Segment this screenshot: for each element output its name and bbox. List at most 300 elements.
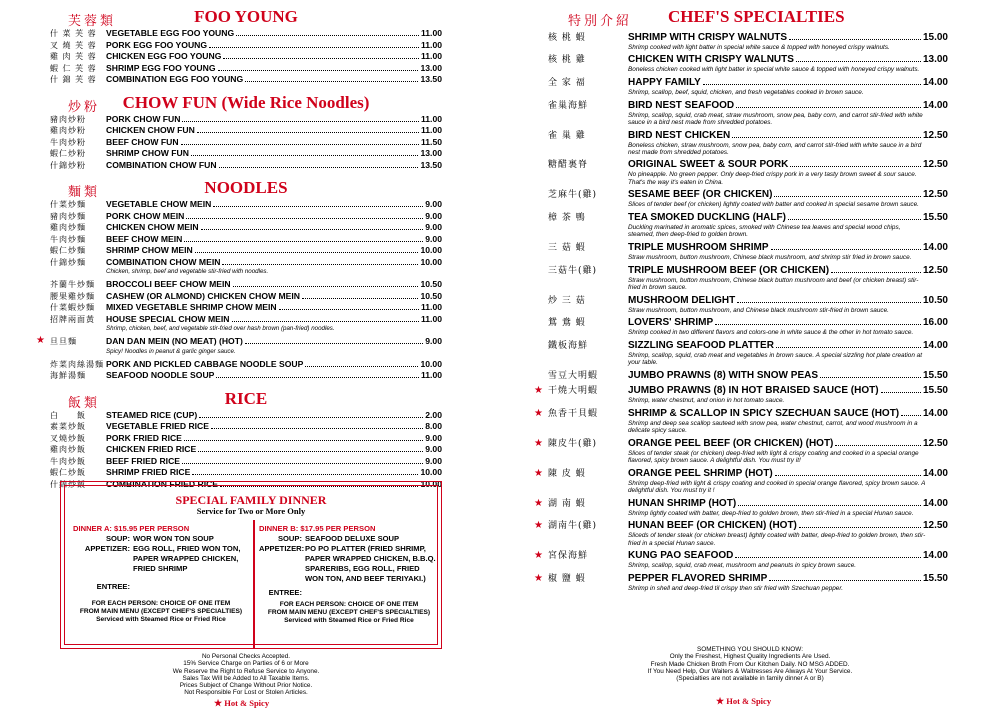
left-menu-column [36,0,442,490]
menu-item [534,573,948,585]
menu-item [548,340,948,352]
left-policy-notes [50,653,442,697]
menu-item-name: PEPPER FLAVORED SHRIMP [628,573,768,585]
menu-item [548,265,948,277]
dot-leader [737,302,921,303]
section-header [50,6,442,28]
menu-item [50,199,442,211]
menu-item [50,433,442,445]
menu-item-price: 9.00 [425,432,442,443]
menu-item-name: CHICKEN WITH CRISPY WALNUTS [628,54,794,66]
menu-item-name: TEA SMOKED DUCKLING (HALF) [628,212,786,224]
dot-leader [796,61,921,62]
rice-section [50,388,442,491]
menu-item-name: BROCCOLI BEEF CHOW MEIN [106,279,231,289]
menu-item-chinese-name: 蝦仁炒粉 [50,149,86,158]
hot-star-icon: ★ [534,467,543,479]
menu-item-chinese-name: 雞肉炒飯 [50,445,86,454]
menu-item [548,242,948,254]
menu-item-name: ORANGE PEEL SHRIMP (HOT) [628,467,773,479]
menu-item-chinese-name: 湖 南 蝦 [548,498,586,509]
dot-leader [715,324,921,325]
menu-item-chinese-name: 豬肉炒粉 [50,114,86,124]
menu-item-price: 12.50 [922,437,948,449]
section-title-chinese: 麵類 [68,185,101,200]
menu-item-name: KUNG PAO SEAFOOD [628,550,734,562]
menu-item-chinese-name: 叉燒炒飯 [50,433,86,443]
menu-item-list [50,410,442,491]
menu-item-price: 15.50 [922,212,948,224]
menu-item-price: 11.00 [420,302,442,312]
menu-item-name: VEGETABLE EGG FOO YOUNG [106,28,235,38]
menu-item-price: 9.00 [425,222,442,232]
menu-item-chinese-name: 豬肉炒麵 [50,211,86,221]
menu-item-description: Shrimp, scallop, beef, squid, chicken, and fresh vegetables cooked in brown sauce. [628,88,864,96]
menu-item-name: CHICKEN FRIED RICE [106,444,197,454]
menu-item-chinese-name: 芝麻牛(雞) [548,190,598,201]
menu-item-price: 15.00 [922,31,948,43]
note-line: Sales Tax Will be Added to All Taxable Items. [182,674,310,682]
dot-leader [182,121,418,122]
note-line: If You Need Help, Our Waiters & Waitresses Are Always At Your Service. [647,667,853,675]
menu-item-price: 11.00 [420,125,442,135]
dot-leader [191,155,419,156]
menu-item-chinese-name: 旦旦麵 [50,337,77,346]
note-line: (Specialties are not available in family dinner A or B) [676,675,824,683]
appetizer-label: APPETIZER: [84,544,130,553]
hot-star-icon: ★ [534,520,543,532]
menu-item-name: COMBINATION CHOW FUN [106,159,217,170]
entree-note-line: FOR EACH PERSON: CHOICE OF ONE ITEM [279,601,419,608]
dot-leader [703,84,921,85]
menu-item-chinese-name: 核 桃 蝦 [548,32,586,43]
menu-item-price: 2.00 [425,409,442,420]
menu-item-price: 9.00 [425,336,442,346]
section-title-chinese: 芙蓉類 [68,14,117,29]
section-title: CHEF'S SPECIALTIES [668,7,845,26]
menu-item [50,148,442,160]
menu-item-price: 14.00 [922,497,948,509]
menu-item-chinese-name: 雀 巢 雞 [548,130,586,141]
menu-item [50,444,442,456]
dot-leader [232,321,419,322]
entree-note-line: Serviced with Steamed Rice or Fried Rice [284,617,414,624]
dot-leader [769,580,921,581]
menu-item-name: SHRIMP FRIED RICE [106,467,191,477]
menu-item-chinese-name: 雞 肉 芙 蓉 [50,52,97,61]
menu-item [50,467,442,479]
menu-item [50,359,442,371]
soup-value: SEAFOOD DELUXE SOUP [305,534,400,543]
menu-item [548,32,948,44]
menu-item-name: HAPPY FAMILY [628,76,701,88]
menu-item-price: 14.00 [922,99,948,111]
dot-leader [182,463,423,464]
menu-item [548,130,948,142]
menu-item-price: 10.00 [420,478,442,489]
dot-leader [181,144,419,145]
menu-item-chinese-name: 魚香干貝蝦 [548,409,599,420]
right-menu-column [534,0,948,593]
dinner-b-appetizer-row [259,544,439,584]
menu-item-price: 10.50 [922,294,948,306]
dot-leader [738,505,921,506]
menu-item [548,77,948,89]
note-line: We Reserve the Right to Refuse Service to Anyone. [172,667,320,675]
menu-item-list [50,28,442,86]
menu-item-price: 11.00 [420,113,442,124]
menu-item-name: SHRIMP EGG FOO YOUNG [106,62,216,73]
menu-item-chinese-name: 炸菜肉絲湯麵 [50,359,104,369]
dot-leader [789,39,921,40]
menu-item [50,222,442,234]
menu-item-name: BEEF CHOW MEIN [106,233,183,244]
menu-item [534,520,948,532]
menu-item [50,245,442,257]
menu-item-name: MUSHROOM DELIGHT [628,294,736,306]
menu-item-name: PORK FRIED RICE [106,432,182,443]
menu-item-name: SEAFOOD NOODLE SOUP [106,370,215,380]
menu-item [534,385,948,397]
menu-item-name: PORK CHOW MEIN [106,210,185,221]
menu-item [534,550,948,562]
right-info-notes [550,646,950,682]
menu-item-name: JUMBO PRAWNS (8) WITH SNOW PEAS [628,369,819,381]
menu-item-description: Shrimp lightly coated with batter, deep-fried to golden brown, then stir-fried in a special Hunan sauce. [628,509,914,517]
menu-item-price: 10.00 [420,245,442,255]
menu-item-name: HOUSE SPECIAL CHOW MEIN [106,313,230,324]
soup-value: WOR WON TON SOUP [133,534,214,543]
menu-item-chinese-name: 雞肉炒麵 [50,223,86,232]
menu-item [50,125,442,137]
dot-leader [197,132,419,133]
family-dinner-subtitle: Service for Two or More Only [196,506,306,516]
menu-item-list [36,199,442,382]
menu-item [50,51,442,63]
menu-item-price: 12.50 [922,520,948,532]
dot-leader [790,166,921,167]
dot-leader [820,377,921,378]
dot-leader [735,557,921,558]
menu-item-price: 10.00 [420,256,442,267]
menu-item-chinese-name: 陳 皮 蝦 [548,468,586,479]
menu-item-description: Boneless chicken, straw mushroom, snow pea, baby corn, and carrot stir-fried with white sauce in a bird nest made from shredded potatoes. [628,141,922,156]
dot-leader [213,206,423,207]
menu-item-name: TRIPLE MUSHROOM SHRIMP [628,241,769,253]
menu-item-name: SHRIMP CHOW FUN [106,148,189,158]
menu-item-name: SESAME BEEF (OR CHICKEN) [628,189,773,201]
dot-leader [201,229,424,230]
dot-leader [236,35,419,36]
menu-item-description: Shrimp cooked in two different flavors and colors-one in white sauce & the other in hot tomato sauce. [628,329,914,337]
menu-item-price: 9.00 [425,233,442,244]
menu-item [50,40,442,52]
dot-leader [774,196,921,197]
appetizer-label: APPETIZER: [259,544,305,553]
menu-item-chinese-name: 干燒大明蝦 [548,386,599,397]
menu-item-price: 13.00 [922,54,948,66]
menu-item-description: Straw mushroom, button mushroom, Chinese black mushroom, and shrimp stir fried in brown sauce. [628,253,912,261]
dot-leader [736,107,921,108]
menu-item [50,160,442,172]
menu-item-chinese-name: 湖南牛(雞) [548,521,598,532]
note-line: 15% Service Charge on Parties of 6 or More [183,660,309,668]
entree-note-line: FOR EACH PERSON: CHOICE OF ONE ITEM [91,600,231,607]
menu-item-chinese-name: 樟 茶 鴨 [548,213,586,224]
chow-fun-section [50,92,442,172]
menu-item-price: 14.00 [922,339,948,351]
menu-item-chinese-name: 宮保海鮮 [548,551,589,562]
menu-item-name: SIZZLING SEAFOOD PLATTER [628,339,774,351]
entree-label: ENTREE: [96,582,130,591]
menu-item-chinese-name: 椒 鹽 蝦 [548,574,586,585]
hot-star-icon: ★ [716,696,725,706]
menu-item-chinese-name: 鐵板海鮮 [548,340,589,351]
menu-item [36,335,442,348]
menu-item-price: 11.00 [420,28,442,38]
menu-item-chinese-name: 素菜炒飯 [50,422,86,431]
dot-leader [245,343,423,344]
menu-item-name: BIRD NEST CHICKEN [628,129,731,141]
menu-item-price: 11.00 [420,51,442,61]
menu-item-name: BEEF FRIED RICE [106,455,181,466]
dot-leader [184,440,423,441]
section-title: NOODLES [204,178,288,197]
menu-item-name: CASHEW (OR ALMOND) CHICKEN CHOW MEIN [106,290,300,301]
menu-item [534,497,948,510]
hot-star-icon: ★ [214,698,223,708]
menu-item [548,159,948,171]
menu-item-description: Chicken, shrimp, beef and vegetable stir-fried with noodles. [106,268,269,275]
note-line: Only the Freshest, Highest Quality Ingredients Are Used. [669,653,831,661]
menu-item-name: HUNAN SHRIMP (HOT) [628,497,737,509]
dot-leader [216,377,419,378]
menu-item-price: 15.50 [922,369,948,381]
menu-item [548,189,948,201]
menu-item-price: 10.50 [420,290,442,301]
dot-leader [223,58,419,59]
dot-leader [192,474,418,475]
section-title-chinese: 炒粉 [68,99,101,115]
menu-item-description: Shrimp cooked with light batter in special white sauce & topped with honeyed crispy walnuts. [628,43,890,51]
menu-item-price: 10.50 [420,279,442,289]
dot-leader [279,309,419,310]
menu-item-chinese-name: 三菇牛(雞) [548,265,598,276]
menu-item-price: 15.50 [922,385,948,397]
menu-item-chinese-name: 鴛 鴦 蝦 [548,318,586,329]
menu-item-description: Straw mushroom, button mushroom, and Chinese black mushroom stir-fried in brown sauce. [628,306,889,314]
menu-item-description: Shrimp, scallop, squid, crab meat, mushroom and peanuts in spicy brown sauce. [628,562,857,570]
menu-item-name: TRIPLE MUSHROOM BEEF (OR CHICKEN) [628,264,830,276]
menu-item-description: Boneless chicken cooked with light batter in special white sauce & topped with honeyed crispy walnuts. [628,66,920,74]
family-dinner-divider [253,520,255,648]
menu-item-chinese-name: 腰果雞炒麵 [50,291,95,301]
section-header [50,92,442,114]
menu-item [50,257,442,269]
menu-item-name: MIXED VEGETABLE SHRIMP CHOW MEIN [106,302,277,312]
menu-item-price: 14.00 [922,241,948,253]
section-header [50,177,442,199]
menu-item-price: 9.00 [425,199,442,209]
menu-item-chinese-name: 雀巢海鮮 [548,100,589,111]
menu-item-chinese-name: 糖醋裏脊 [548,160,589,171]
menu-item-description: Duckling marinated in aromatic spices, smoked with Chinese tea leaves and special wood chips, steamed, then deep-fried to golden brown. [628,224,901,239]
menu-item-description: Shrimp deep-fried with light & crispy coating and cooked in special orange flavored, spicy brown sauce. A delightful dish. You must try it ! [628,479,926,495]
menu-item-chinese-name: 蝦 仁 芙 蓉 [50,63,97,73]
hot-star-icon: ★ [534,408,543,420]
menu-item-chinese-name: 蝦仁炒飯 [50,468,86,477]
section-header [548,6,948,28]
menu-item [50,279,442,291]
menu-item-description: Shrimp and deep sea scallop sauteed with snow pea, water chestnut, carrot, and wood mushroom in a delicate spicy sauce. [628,420,918,435]
menu-item [50,302,442,314]
dinner-b-entree-row [259,588,439,598]
menu-item [548,295,948,307]
menu-item-description: Shrimp, scallop, squid, crab meat and vegetables in brown sauce. A special sizzling hot plate creation at your table. [628,351,923,367]
menu-item-chinese-name: 什菜炒麵 [50,200,86,209]
menu-item-chinese-name: 三 菇 蝦 [548,242,586,253]
appetizer-value: EGG ROLL, FRIED WON TON, PAPER WRAPPED CHICKEN, FRIED SHRIMP [133,544,241,573]
menu-item-price: 9.00 [425,210,442,221]
dot-leader [771,249,921,250]
dot-leader [788,219,921,220]
menu-item-chinese-name: 蝦仁炒麵 [50,246,86,255]
menu-item-chinese-name: 什 菜 芙 蓉 [50,29,97,38]
menu-item-name: CHICKEN CHOW FUN [106,125,195,135]
dot-leader [199,417,423,418]
menu-item-name: SHRIMP WITH CRISPY WALNUTS [628,31,788,43]
menu-item-name: SHRIMP & SCALLOP IN SPICY SZECHUAN SAUCE (HOT) [628,408,900,420]
family-dinner-title: SPECIAL FAMILY DINNER [175,493,327,507]
menu-item-chinese-name: 什錦炒粉 [50,160,86,170]
dinner-a-entree-row [73,582,249,592]
menu-item-price: 14.00 [922,408,948,420]
dot-leader [835,445,921,446]
section-title: CHOW FUN (Wide Rice Noodles) [122,92,370,112]
section-title: FOO YOUNG [194,7,298,26]
hot-star-icon: ★ [534,385,543,397]
dot-leader [222,264,418,265]
menu-item-name: STEAMED RICE (CUP) [106,409,198,420]
menu-item [534,467,948,480]
dot-leader [302,298,419,299]
menu-item-price: 15.50 [922,573,948,585]
menu-item-chinese-name: 什錦炒飯 [50,479,86,489]
foo-young-section [50,6,442,86]
menu-item-name: PORK EGG FOO YOUNG [106,39,208,50]
menu-item-list [534,31,948,593]
menu-item [50,114,442,126]
soup-label: SOUP: [277,534,302,543]
section-title-chinese: 飯類 [68,395,101,411]
note-line: Not Responsible For Lost or Stolen Articles. [184,689,308,697]
hot-star-icon: ★ [534,437,543,449]
menu-item-chinese-name: 海鮮湯麵 [50,371,86,380]
menu-item-description: Shrimp, chicken, beef, and vegetable stir-fried over hash brown (pan-fried) noodles. [106,325,335,332]
menu-item-price: 12.50 [922,159,948,171]
dinner-b-soup-row [259,534,439,544]
dot-leader [901,415,921,416]
hot-star-icon: ★ [534,573,543,585]
menu-item-price: 11.00 [420,39,442,50]
appetizer-value: PO PO PLATTER (FRIED SHRIMP, PAPER WRAPPED CHICKEN, B.B.Q. SPARERIBS, EGG ROLL, FRIED WON TON, AND BEEF TERIYAKI.) [305,544,436,583]
menu-item [534,408,948,420]
menu-item-chinese-name: 什 錦 芙 蓉 [50,75,97,84]
menu-item [50,28,442,40]
dot-leader [305,366,418,367]
menu-item-chinese-name: 叉 燒 芙 蓉 [50,40,97,50]
dot-leader [245,81,418,82]
menu-item [50,234,442,246]
menu-item-price: 13.00 [420,62,442,73]
dot-leader [219,167,419,168]
dot-leader [195,252,419,253]
menu-item [548,100,948,112]
menu-item [50,74,442,86]
dot-leader [831,272,921,273]
menu-item-description: Shrimp, water chestnut, and onion in hot tomato sauce. [628,397,785,405]
dot-leader [186,218,423,219]
menu-item [50,314,442,326]
section-title-chinese: 特別介紹 [568,14,633,29]
dot-leader [233,286,419,287]
menu-item-name: SHRIMP CHOW MEIN [106,245,193,255]
menu-item-name: ORANGE PEEL BEEF (OR CHICKEN) (HOT) [628,437,834,449]
hot-spicy-legend-left [214,698,269,709]
menu-item [548,54,948,66]
menu-item-price: 14.00 [922,550,948,562]
menu-item [50,137,442,149]
dot-leader [881,392,921,393]
dinner-a-appetizer-row [73,544,249,574]
menu-item-name: ORIGINAL SWEET & SOUR PORK [628,159,789,171]
dot-leader [732,137,921,138]
menu-item-price: 11.00 [420,370,442,380]
family-dinner-inner-border [64,485,438,645]
menu-item [548,370,948,382]
menu-item [534,437,948,450]
menu-item-name: DAN DAN MEIN (NO MEAT) (HOT) [106,336,243,346]
menu-item-chinese-name: 牛肉炒飯 [50,456,86,466]
menu-item-name: BEEF CHOW FUN [106,136,179,147]
menu-item-price: 9.00 [425,455,442,466]
chefs-specialties-section [534,6,948,593]
dot-leader [184,241,423,242]
menu-item-description: Sliceds of tender steak (or chicken breast) lightly coated with batter, deep-fried to golden brown, then stir-fried in a special Hunan sauce. [628,532,926,547]
menu-item-chinese-name: 什菜蝦炒麵 [50,303,95,312]
dot-leader [209,47,419,48]
menu-item-description: No pineapple. No green pepper. Only deep-fried crispy pork in a very tasty brown sweet & sour sauce. That's the way it's eaten in China. [628,171,917,186]
menu-item-name: COMBINATION CHOW MEIN [106,256,221,267]
entree-label: ENTREE: [268,588,302,597]
menu-item-price: 12.50 [922,189,948,201]
entree-note-line: Serviced with Steamed Rice or Fried Rice [96,616,226,623]
section-header [50,388,442,410]
menu-item-description: Spicy! Noodles in peanut & garlic ginger sauce. [106,347,236,355]
noodles-section [36,177,442,382]
menu-item [548,317,948,329]
menu-item-price: 8.00 [425,421,442,431]
menu-item-chinese-name: 核 桃 雞 [548,55,586,66]
menu-item-name: CHICKEN EGG FOO YOUNG [106,51,222,61]
menu-item-price: 13.50 [420,74,442,84]
menu-item-chinese-name: 雞肉炒粉 [50,126,86,135]
menu-item-chinese-name: 陳皮牛(雞) [548,438,598,449]
menu-item-price: 13.00 [420,148,442,158]
menu-item [548,212,948,224]
entree-note-line: FROM MAIN MENU (EXCEPT CHEF'S SPECIALTIES) [79,608,243,615]
menu-item-price: 16.00 [922,317,948,329]
